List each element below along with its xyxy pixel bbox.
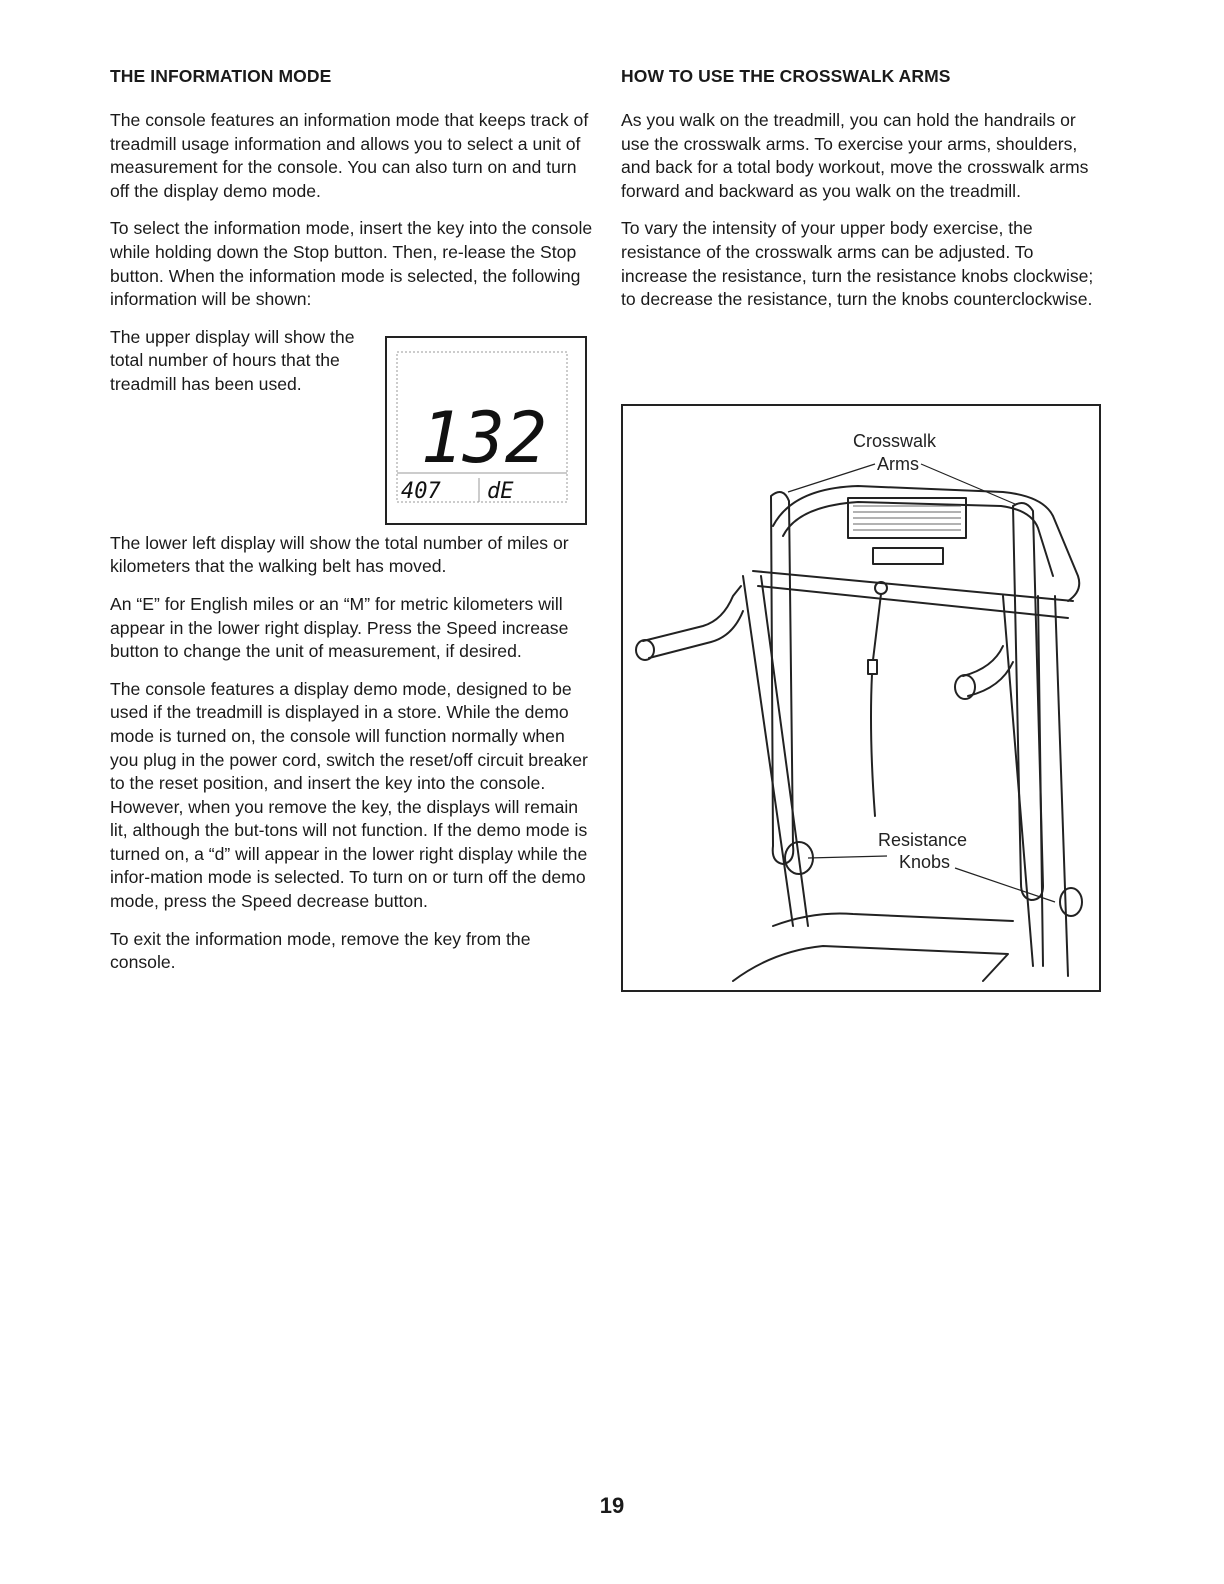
label-knobs: Knobs — [899, 852, 951, 872]
paragraph: To vary the intensity of your upper body exercise, the resistance of the crosswalk arms can be adjusted. To increase the resistance, turn the resistance knobs clockwise; to decrease the resistance, turn the knobs counterclockwise. — [621, 218, 1094, 310]
display-example-row — [110, 326, 595, 544]
label-arms: Arms — [877, 454, 919, 474]
label-resistance: Resistance — [878, 830, 968, 850]
lcd-drawing — [387, 338, 585, 523]
paragraph: An “E” for English miles or an “M” for metric kilometers will appear in the lower right display. Press the Speed increase button to change the unit of measurement, if desired. — [110, 593, 569, 662]
lower-left-display-value: 407 — [401, 478, 441, 504]
page-number: 19 — [599, 1493, 625, 1518]
upper-display-value: 132 — [420, 396, 547, 479]
paragraph: To exit the information mode, remove the key from the console. — [110, 928, 531, 973]
section-heading-information-mode: THE INFORMATION MODE — [110, 66, 332, 86]
right-column — [621, 66, 1101, 326]
label-crosswalk: Crosswalk — [853, 431, 937, 451]
paragraph: To select the information mode, insert the key into the console while holding down the Stop button. Then, re-lease the Stop button. When the information mode is selected, the following information will be shown: — [110, 218, 593, 310]
paragraph: As you walk on the treadmill, you can hold the handrails or use the crosswalk arms. To exercise your arms, shoulders, and back for a total body workout, move the crosswalk arms forward and backward as you walk on the treadmill. — [621, 110, 1089, 201]
paragraph: The lower left display will show the total number of miles or kilometers that the walking belt has moved. — [110, 532, 569, 577]
paragraph: The console features a display demo mode, designed to be used if the treadmill is displayed in a store. While the demo mode is turned on, the console will function normally when you plug in the power cord, switch the reset/off circuit breaker to the reset position, and insert the key into the console. However, when you remove the key, the displays will remain lit, although the but-tons will not function. If the demo mode is turned on, a “d” will appear in the lower right display while the infor-mation mode is selected. To turn on or turn off the demo mode, press the Speed decrease button. — [110, 678, 588, 912]
treadmill-drawing — [623, 406, 1099, 990]
left-column — [110, 66, 595, 989]
treadmill-illustration — [621, 404, 1101, 992]
paragraph: The console features an information mode that keeps track of treadmill usage information and allows you to select a unit of measurement for the console. You can also turn on and turn off the display demo mode. — [110, 110, 589, 201]
lower-right-display-value: dE — [487, 478, 514, 504]
section-heading-crosswalk-arms: HOW TO USE THE CROSSWALK ARMS — [621, 66, 951, 86]
console-display-illustration — [385, 336, 587, 525]
paragraph: The upper display will show the total number of hours that the treadmill has been used. — [110, 326, 355, 394]
